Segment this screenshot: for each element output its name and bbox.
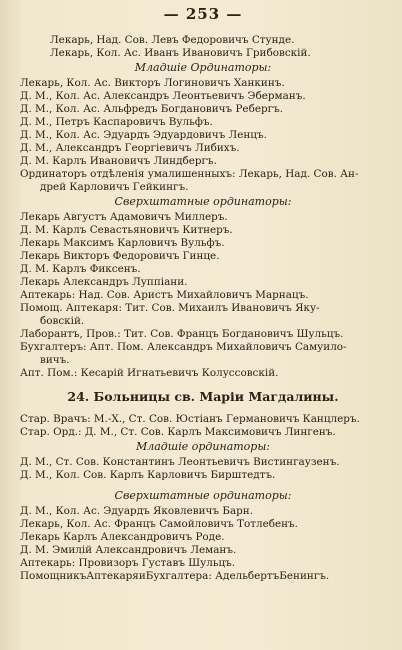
text-line: Лекарь, Кол. Ас. Иванъ Ивановичъ Грибовскій. <box>50 47 311 59</box>
text-line: Бухгалтеръ: Апт. Пом. Александръ Михайловичъ Самуило- <box>20 341 347 353</box>
section-title: 24. Больницы св. Маріи Магдалины. <box>67 389 339 404</box>
text-line: дрей Карловичъ Гейкингъ. <box>40 181 189 193</box>
text-line: Д. М., Кол. Ас. Эдуардъ Яковлевичъ Барн. <box>20 505 254 517</box>
subheading-junior-ordinators: Младшіе Ординаторы: <box>134 61 272 74</box>
subheading-supernumerary-2: Сверхштатные ординаторы: <box>114 489 292 502</box>
text-line: вичъ. <box>40 354 70 366</box>
text-line: Д. М., Ст. Сов. Константинъ Леонтьевичъ Вистингаузенъ. <box>20 456 340 468</box>
text-line: Лекарь, Над. Сов. Левъ Федоровичъ Стунде. <box>50 34 295 46</box>
text-line: Апт. Пом.: Кесарій Игнатьевичъ Колуссовскій. <box>20 367 279 379</box>
page-number: — 253 — <box>163 5 243 23</box>
text-line: Д. М., Кол. Ас. Александръ Леонтьевичъ Эберманъ. <box>20 90 306 102</box>
subheading-junior-ordinators-2: Младшіе ординаторы: <box>135 440 271 453</box>
text-line: Аптекарь: Провизоръ Густавъ Шульцъ. <box>20 557 236 569</box>
text-line: Лекарь Карлъ Александровичъ Роде. <box>20 531 225 543</box>
text-line: Д. М. Эмилій Александровичъ Леманъ. <box>20 544 237 556</box>
text-line: Помощ. Аптекаря: Тит. Сов. Михаилъ Ивановичъ Яку- <box>20 302 320 314</box>
text-line: ПомощникъАптекаряиБухгалтера: АдельбертъБенингъ. <box>20 570 330 582</box>
subheading-supernumerary: Сверхштатные ординаторы: <box>114 195 292 208</box>
text-line: Д. М., Петръ Каспаровичъ Вульфъ. <box>20 116 213 128</box>
text-line: Лекарь, Кол. Ас. Викторъ Логиновичъ Ханкинъ. <box>20 77 285 89</box>
text-line: Стар. Врачъ: М.-Х., Ст. Сов. Юстіанъ Германовичъ Канцлеръ. <box>20 413 360 425</box>
text-line: Д. М., Кол. Сов. Карлъ Карловичъ Бирштедтъ. <box>20 469 276 481</box>
text-line: Д. М. Карлъ Фиксенъ. <box>20 263 141 275</box>
text-line: Ординаторъ отдѣленія умалишенныхъ: Лекарь, Над. Сов. Ан- <box>20 168 359 180</box>
text-line: Д. М., Кол. Ас. Альфредъ Богдановичъ Ребергъ. <box>20 103 283 115</box>
text-line: Лекарь Викторъ Федоровичъ Гинце. <box>20 250 220 262</box>
text-line: Лекарь, Кол. Ас. Францъ Самойловичъ Тотлебенъ. <box>20 518 298 530</box>
text-line: Лекарь Александръ Луппіани. <box>20 276 188 288</box>
text-line: бовскій. <box>40 315 85 327</box>
text-line: Д. М., Александръ Георгіевичъ Либихъ. <box>20 142 240 154</box>
text-line: Лекарь Максимъ Карловичъ Вульфъ. <box>20 237 225 249</box>
text-line: Лекарь Августъ Адамовичъ Миллеръ. <box>20 211 228 223</box>
text-line: Лаборантъ, Пров.: Тит. Сов. Францъ Богдановичъ Шульцъ. <box>20 328 344 340</box>
text-line: Аптекарь: Над. Сов. Аристъ Михайловичъ Марнацъ. <box>20 289 309 301</box>
text-line: Д. М. Карлъ Ивановичъ Линдбергъ. <box>20 155 217 167</box>
text-line: Д. М. Карлъ Севастьяновичъ Китнеръ. <box>20 224 233 236</box>
text-line: Стар. Орд.: Д. М., Ст. Сов. Карлъ Максимовичъ Лингенъ. <box>20 426 336 438</box>
text-line: Д. М., Кол. Ас. Эдуардъ Эдуардовичъ Ленцъ. <box>20 129 267 141</box>
